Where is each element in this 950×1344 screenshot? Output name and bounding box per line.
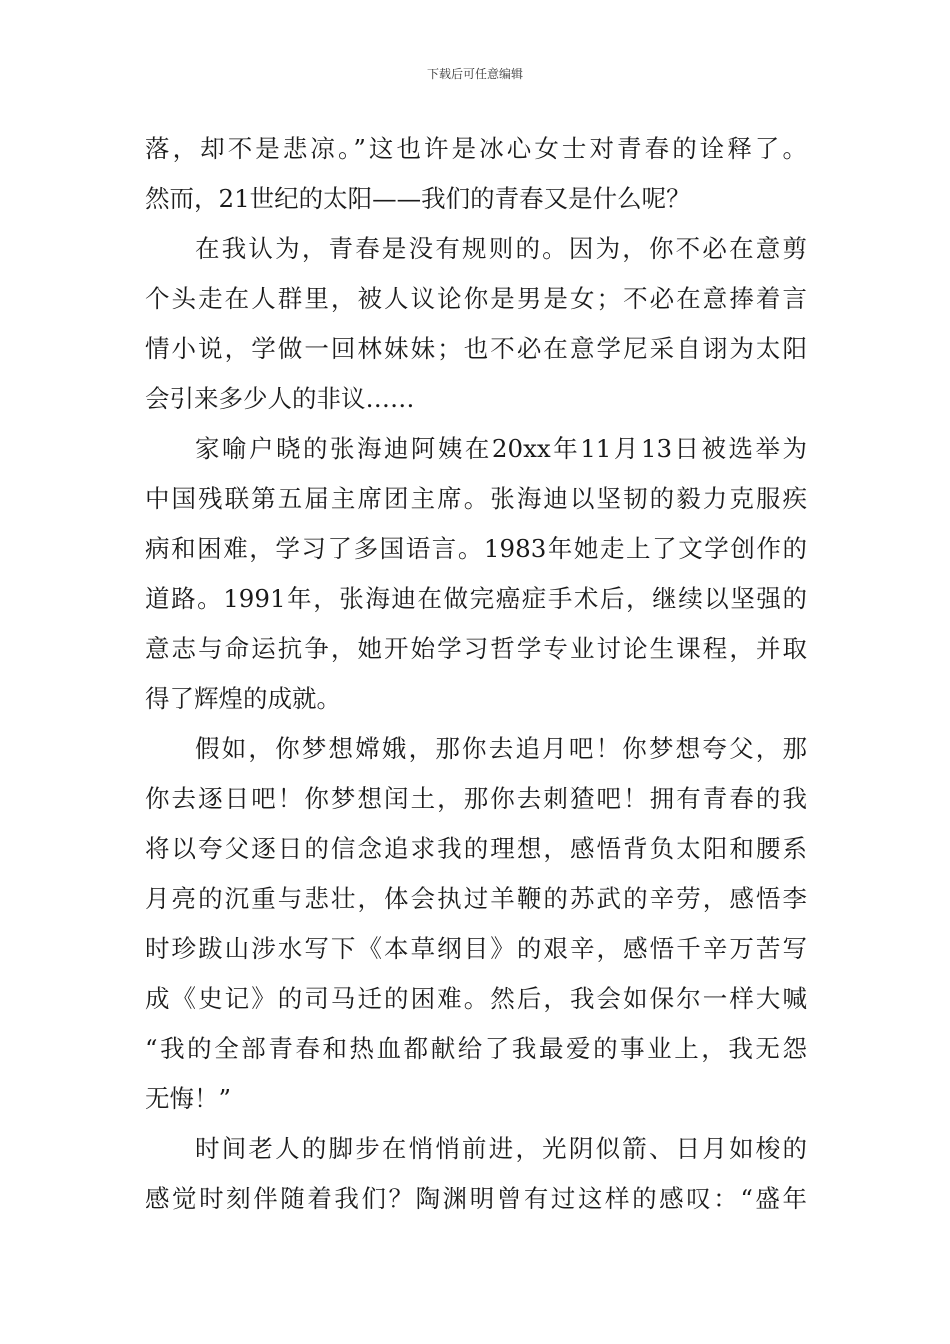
text-line: 成《史记》的司马迁的困难。然后，我会如保尔一样大喊 <box>145 984 807 1013</box>
text-line: 月亮的沉重与悲壮，体会执过羊鞭的苏武的辛劳，感悟李 <box>145 884 807 913</box>
text-line: 在我认为，青春是没有规则的。因为，你不必在意剪 <box>195 234 807 263</box>
text-line: 意志与命运抗争，她开始学习哲学专业讨论生课程，并取 <box>145 634 807 663</box>
text-line: 时珍跋山涉水写下《本草纲目》的艰辛，感悟千辛万苦写 <box>145 934 807 963</box>
text-line: “我的全部青春和热血都献给了我最爱的事业上，我无怨 <box>145 1034 807 1063</box>
text-line: 然而，21世纪的太阳——我们的青春又是什么呢？ <box>145 184 691 213</box>
text-line: 病和困难，学习了多国语言。1983年她走上了文学创作的 <box>145 534 807 563</box>
text-line: 你去逐日吧！你梦想闰土，那你去刺猹吧！拥有青春的我 <box>145 784 807 813</box>
text-line: 时间老人的脚步在悄悄前进，光阴似箭、日月如梭的 <box>195 1134 807 1163</box>
text-line: 得了辉煌的成就。 <box>145 684 341 713</box>
text-line: 无悔！” <box>145 1084 232 1113</box>
text-line: 将以夸父逐日的信念追求我的理想，感悟背负太阳和腰系 <box>145 834 807 863</box>
text-line: 感觉时刻伴随着我们？陶渊明曾有过这样的感叹：“盛年 <box>145 1184 807 1213</box>
page-header: 下载后可任意编辑 <box>426 67 523 81</box>
text-line: 假如，你梦想嫦娥，那你去追月吧！你梦想夸父，那 <box>195 734 807 763</box>
text-line: 会引来多少人的非议…… <box>145 384 415 413</box>
text-line: 落，却不是悲凉。”这也许是冰心女士对青春的诠释了。 <box>145 134 807 163</box>
text-line: 道路。1991年，张海迪在做完癌症手术后，继续以坚强的 <box>145 584 807 613</box>
text-line: 情小说，学做一回林妹妹；也不必在意学尼采自诩为太阳 <box>145 334 807 363</box>
text-line: 中国残联第五届主席团主席。张海迪以坚韧的毅力克服疾 <box>145 484 807 513</box>
text-line: 家喻户晓的张海迪阿姨在20xx年11月13日被选举为 <box>195 434 807 463</box>
text-line: 个头走在人群里，被人议论你是男是女；不必在意捧着言 <box>145 284 807 313</box>
document-body <box>145 124 807 1224</box>
